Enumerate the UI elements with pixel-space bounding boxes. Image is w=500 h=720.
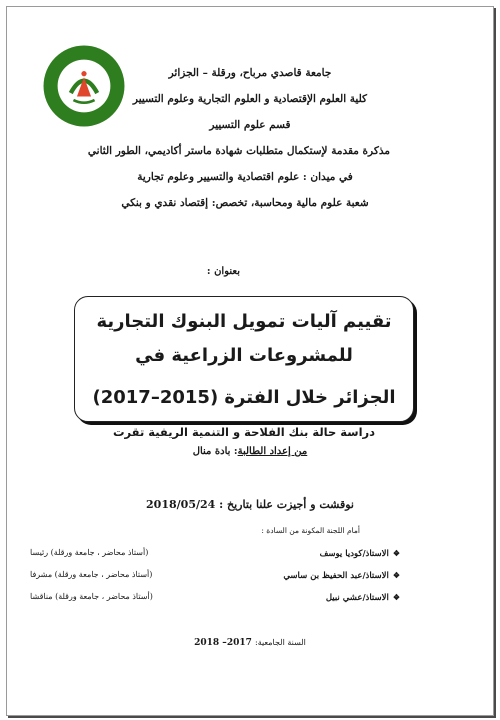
thesis-title-line-1: تقييم آليات تمويل البنوك التجارية للمشروعات الزراعية في [96,311,392,366]
department-name: قسم علوم التسيير [209,119,291,131]
faculty-name: كلية العلوم الإقتصادية و العلوم التجارية وعلوم التسيير [132,93,368,105]
header-block [87,60,390,216]
field-of-study: في ميدان : علوم اقتصادية والتسيير وعلوم تجارية [137,171,353,183]
bullet-icon: ❖ [392,570,400,580]
thesis-note: مذكرة مقدمة لإستكمال متطلبات شهادة ماستر أكاديمي، الطور الثاني [87,145,390,157]
committee-member: ❖الاستاذ/كوديا يوسف [319,548,400,559]
academic-year [0,638,500,648]
title-label: بعنوان : [206,266,240,277]
committee-role: (أستاذ محاضر ، جامعة ورقلة) مشرفا [30,570,153,579]
bullet-icon: ❖ [392,592,400,602]
academic-year-label: السنة الجامعية: [255,638,306,647]
committee-row [30,548,400,564]
committee-row [30,570,400,586]
committee-role: (أستاذ محاضر ، جامعة ورقلة) مناقشا [30,592,153,601]
bullet-icon: ❖ [392,548,400,558]
academic-year-value: 2017– 2018 [194,638,252,648]
thesis-title-line-2: الجزائر خلال الفترة (2015–2017) [92,387,396,408]
defense-date: نوقشت و أجيزت علنا بتاريخ : 2018/05/24 [146,498,354,511]
university-name: جامعة قاصدي مرباح، ورقلة – الجزائر [168,67,332,79]
branch-specialty: شعبة علوم مالية ومحاسبة، تخصص: إقتصاد نقدي و بنكي [121,197,369,209]
student-line [0,446,500,457]
committee-member: ❖الاستاذ/عبد الحفيظ بن ساسي [283,570,400,581]
committee-intro: أمام اللجنة المكونة من السادة : [261,526,360,535]
case-study-subtitle: دراسة حالة بنك الفلاحة و التنمية الريفية تقرت [112,425,376,439]
committee-role: (أستاذ محاضر ، جامعة ورقلة) رئيسا [30,548,149,557]
student-label: من إعداد الطالبة [237,446,308,457]
student-name: : بادة منال [192,446,238,457]
thesis-title-box [74,296,414,439]
committee-row [30,592,400,608]
university-logo [40,42,128,130]
committee-member: ❖الاستاذ/عشي نبيل [325,592,400,603]
